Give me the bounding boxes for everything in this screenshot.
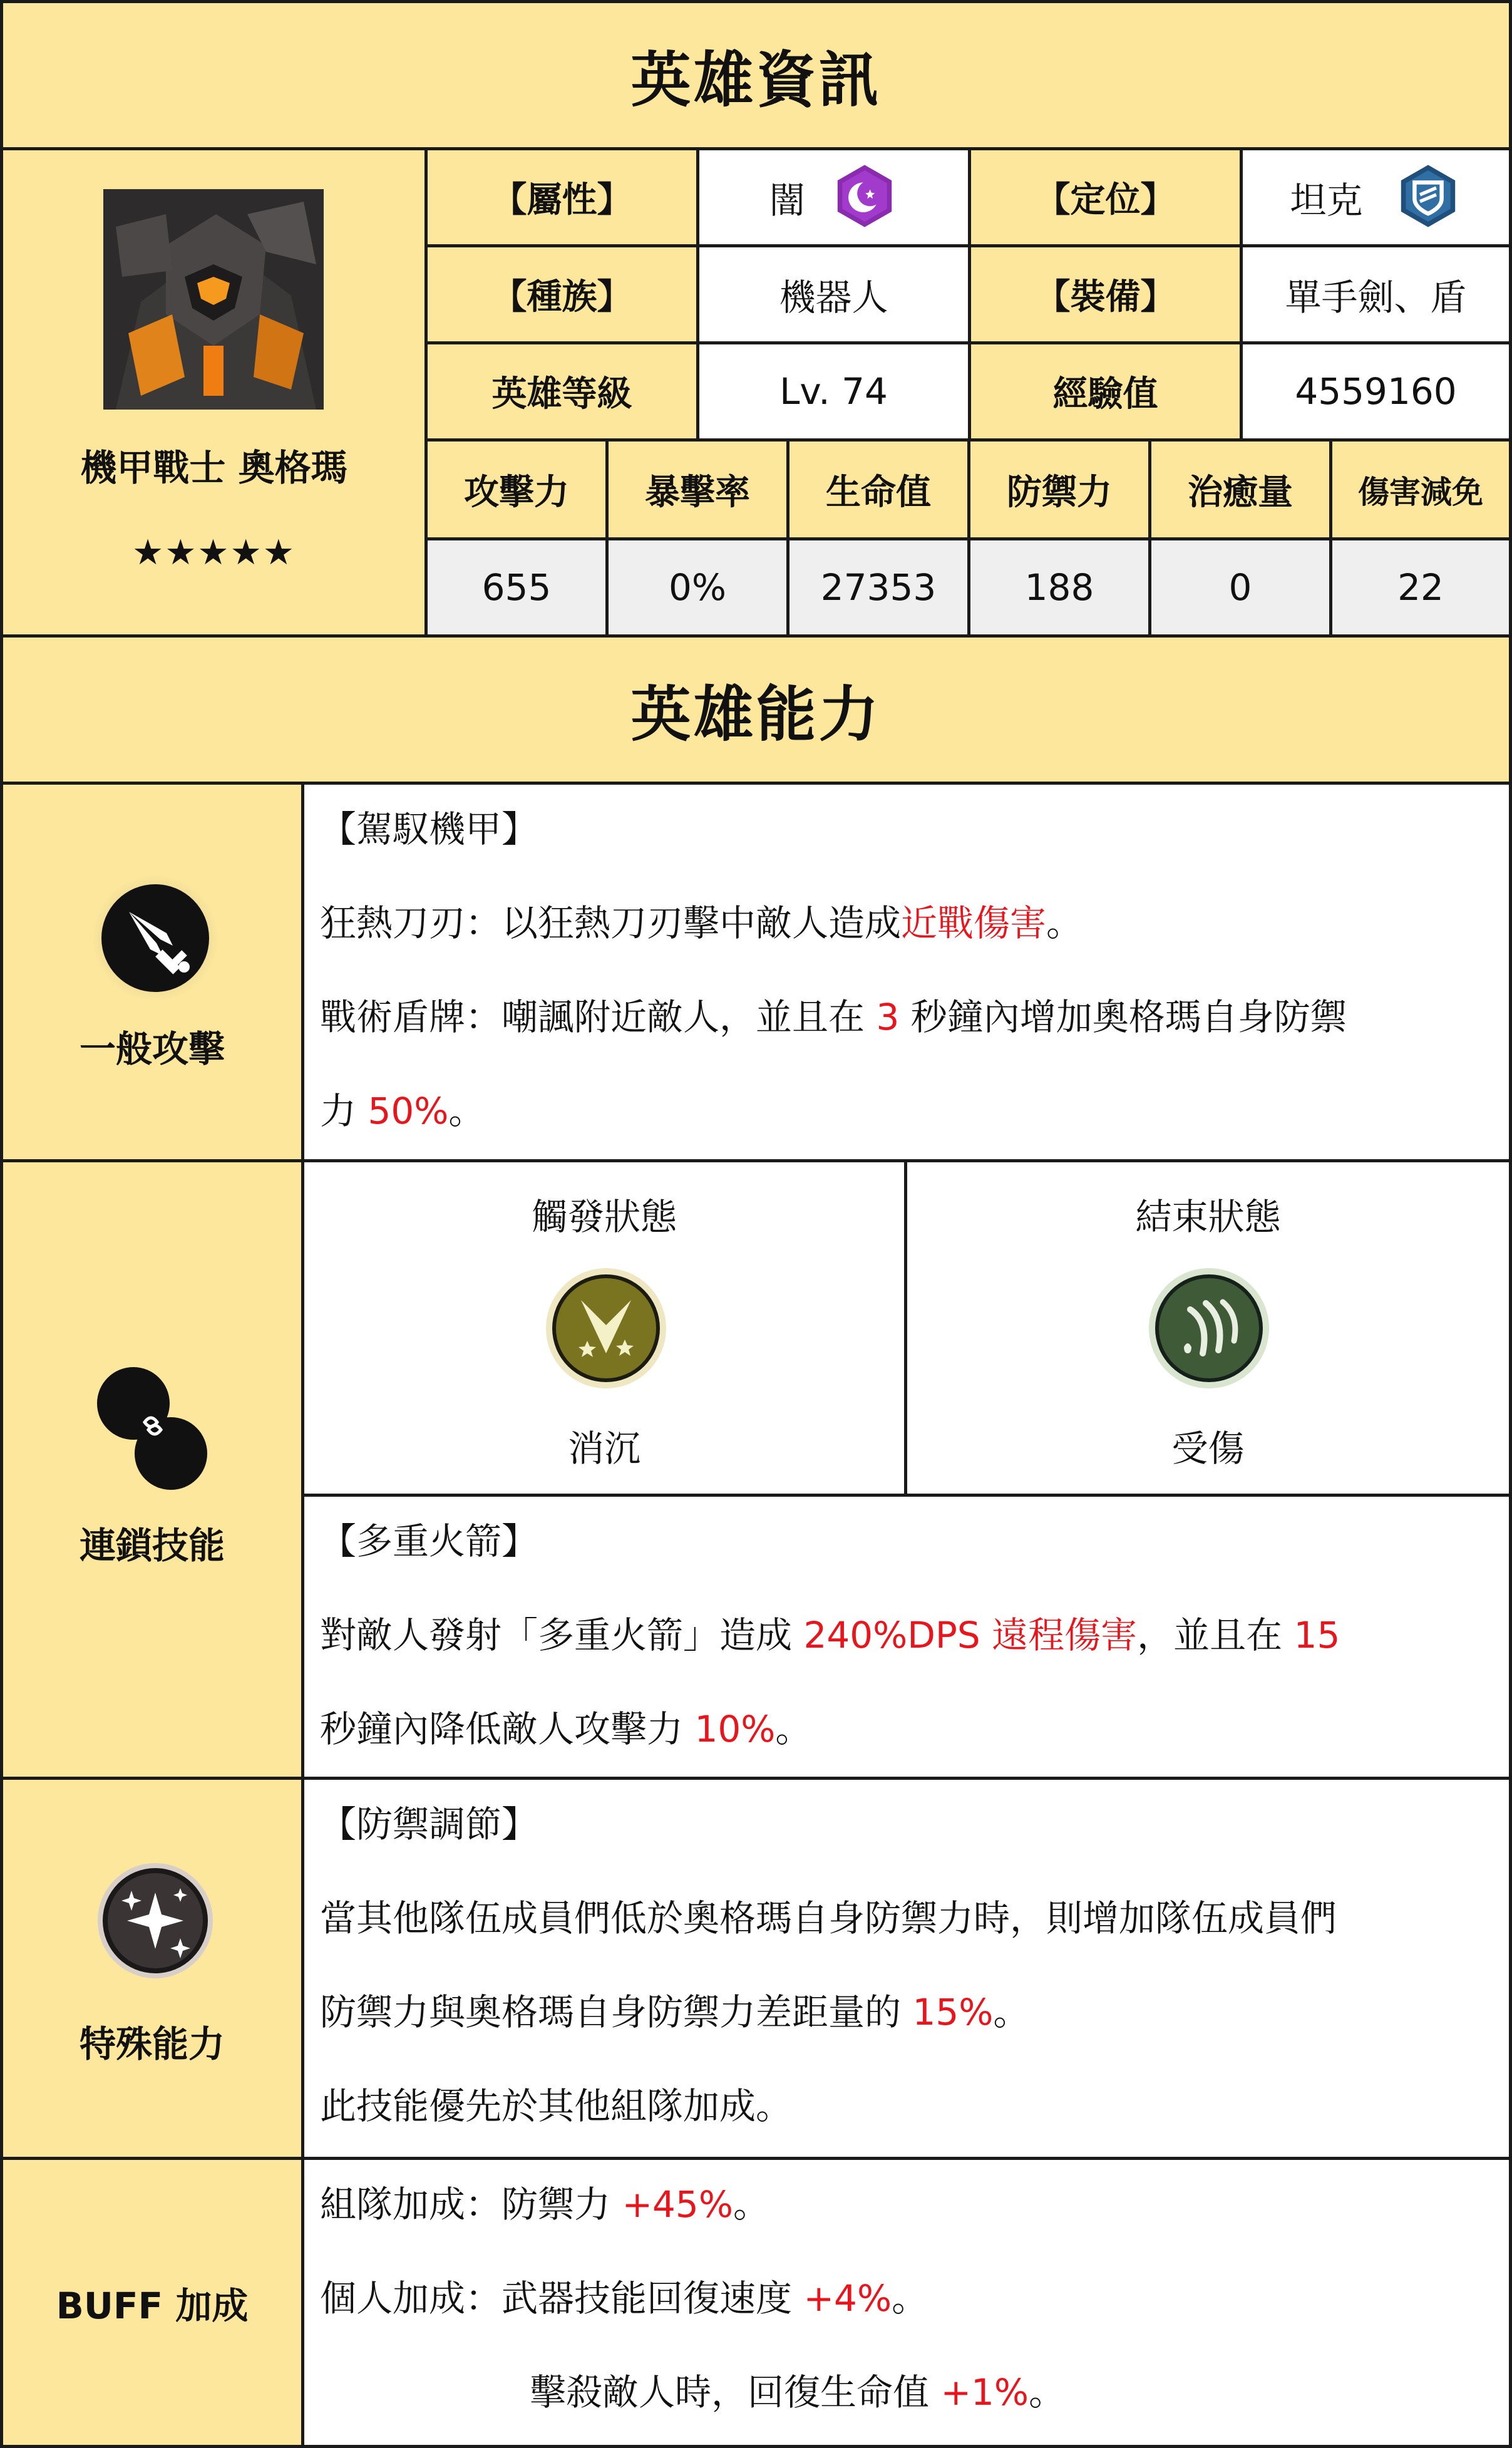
level-value: Lv. 74 — [696, 341, 971, 442]
level-label: 英雄等級 — [424, 341, 699, 442]
end-state-cell — [904, 1159, 1512, 1497]
role-label: 【定位】 — [968, 147, 1243, 247]
attr-value: 闇 — [769, 179, 806, 222]
chain-skill-cell — [0, 1159, 304, 1780]
stat-value-hp: 27353 — [786, 537, 970, 638]
chain-skill-desc — [301, 1494, 1512, 1780]
trigger-state-cell — [301, 1159, 907, 1497]
basic-attack-name: 一般攻擊 — [79, 1028, 225, 1070]
stat-value-def: 188 — [967, 537, 1151, 638]
basic-attack-line3: 力 50%。 — [320, 1090, 485, 1132]
special-ability-desc — [301, 1777, 1512, 2160]
special-line1: 當其他隊伍成員們低於奧格瑪自身防禦力時，則增加隊伍成員們 — [320, 1897, 1337, 1939]
buff-line3: 擊殺敵人時，回復生命值 +1%。 — [530, 2371, 1066, 2414]
special-line2: 防禦力與奧格瑪自身防禦力差距量的 15%。 — [320, 1991, 1030, 2033]
attr-value-cell — [696, 147, 971, 247]
trigger-state-name: 消沉 — [567, 1427, 640, 1470]
buff-line1: 組隊加成：防禦力 +45%。 — [320, 2183, 769, 2226]
stat-header-def: 防禦力 — [967, 438, 1151, 540]
dark-moon-icon — [831, 162, 898, 232]
depressed-star-icon — [543, 1266, 669, 1391]
attr-label: 【屬性】 — [424, 147, 699, 247]
page-title-text: 英雄資訊 — [630, 44, 882, 115]
page-title — [0, 0, 1512, 150]
hero-name: 機甲戰士 奧格瑪 — [80, 447, 347, 489]
sparkle-icon — [93, 1858, 218, 1983]
buff-name: BUFF 加成 — [56, 2284, 249, 2327]
special-line3: 此技能優先於其他組隊加成。 — [320, 2085, 793, 2127]
basic-attack-heading: 【駕馭機甲】 — [320, 808, 538, 850]
special-ability-cell — [0, 1777, 304, 2160]
race-value: 機器人 — [696, 244, 971, 344]
chain-skill-name: 連鎖技能 — [79, 1524, 225, 1567]
stat-header-atk: 攻擊力 — [424, 438, 609, 540]
end-state-label: 結束狀態 — [1135, 1196, 1281, 1238]
stat-value-dmgred: 22 — [1329, 537, 1512, 638]
chain-skill-heading: 【多重火箭】 — [320, 1520, 538, 1562]
role-value: 坦克 — [1290, 179, 1363, 222]
chain-skill-line1: 對敵人發射「多重火箭」造成 240%DPS 遠程傷害，並且在 15 — [320, 1614, 1340, 1656]
stat-header-hp: 生命值 — [786, 438, 970, 540]
equip-label: 【裝備】 — [968, 244, 1243, 344]
basic-attack-line1: 狂熱刀刃：以狂熱刀刃擊中敵人造成近戰傷害。 — [320, 902, 1083, 944]
role-value-cell — [1240, 147, 1512, 247]
chain-link-icon — [91, 1360, 216, 1510]
exp-value: 4559160 — [1240, 341, 1512, 442]
abilities-title: 英雄能力 — [0, 634, 1512, 785]
basic-attack-cell — [0, 782, 304, 1162]
claw-wound-icon — [1146, 1266, 1272, 1391]
stat-value-heal: 0 — [1148, 537, 1332, 638]
basic-attack-line2: 戰術盾牌：嘲諷附近敵人，並且在 3 秒鐘內增加奧格瑪自身防禦 — [320, 996, 1347, 1038]
exp-label: 經驗值 — [968, 341, 1243, 442]
hero-portrait-cell — [0, 147, 428, 638]
buff-line2: 個人加成：武器技能回復速度 +4%。 — [320, 2277, 928, 2320]
race-label: 【種族】 — [424, 244, 699, 344]
buff-desc — [301, 2157, 1512, 2448]
hero-stars: ★★★★★ — [131, 532, 296, 573]
basic-attack-desc — [301, 782, 1512, 1162]
stat-value-crit: 0% — [605, 537, 789, 638]
stat-header-crit: 暴擊率 — [605, 438, 789, 540]
trigger-state-label: 觸發狀態 — [531, 1196, 677, 1238]
stat-value-atk: 655 — [424, 537, 609, 638]
buff-cell — [0, 2157, 304, 2448]
special-heading: 【防禦調節】 — [320, 1803, 538, 1846]
tank-shield-icon — [1394, 162, 1462, 232]
sword-icon — [93, 875, 218, 1001]
mecha-warrior-portrait — [103, 189, 324, 410]
chain-skill-line2: 秒鐘內降低敵人攻擊力 10%。 — [320, 1708, 812, 1750]
equip-value: 單手劍、盾 — [1240, 244, 1512, 344]
special-ability-name: 特殊能力 — [79, 2023, 225, 2065]
stat-header-dmgred: 傷害減免 — [1329, 438, 1512, 540]
stat-header-heal: 治癒量 — [1148, 438, 1332, 540]
end-state-name: 受傷 — [1171, 1427, 1245, 1470]
